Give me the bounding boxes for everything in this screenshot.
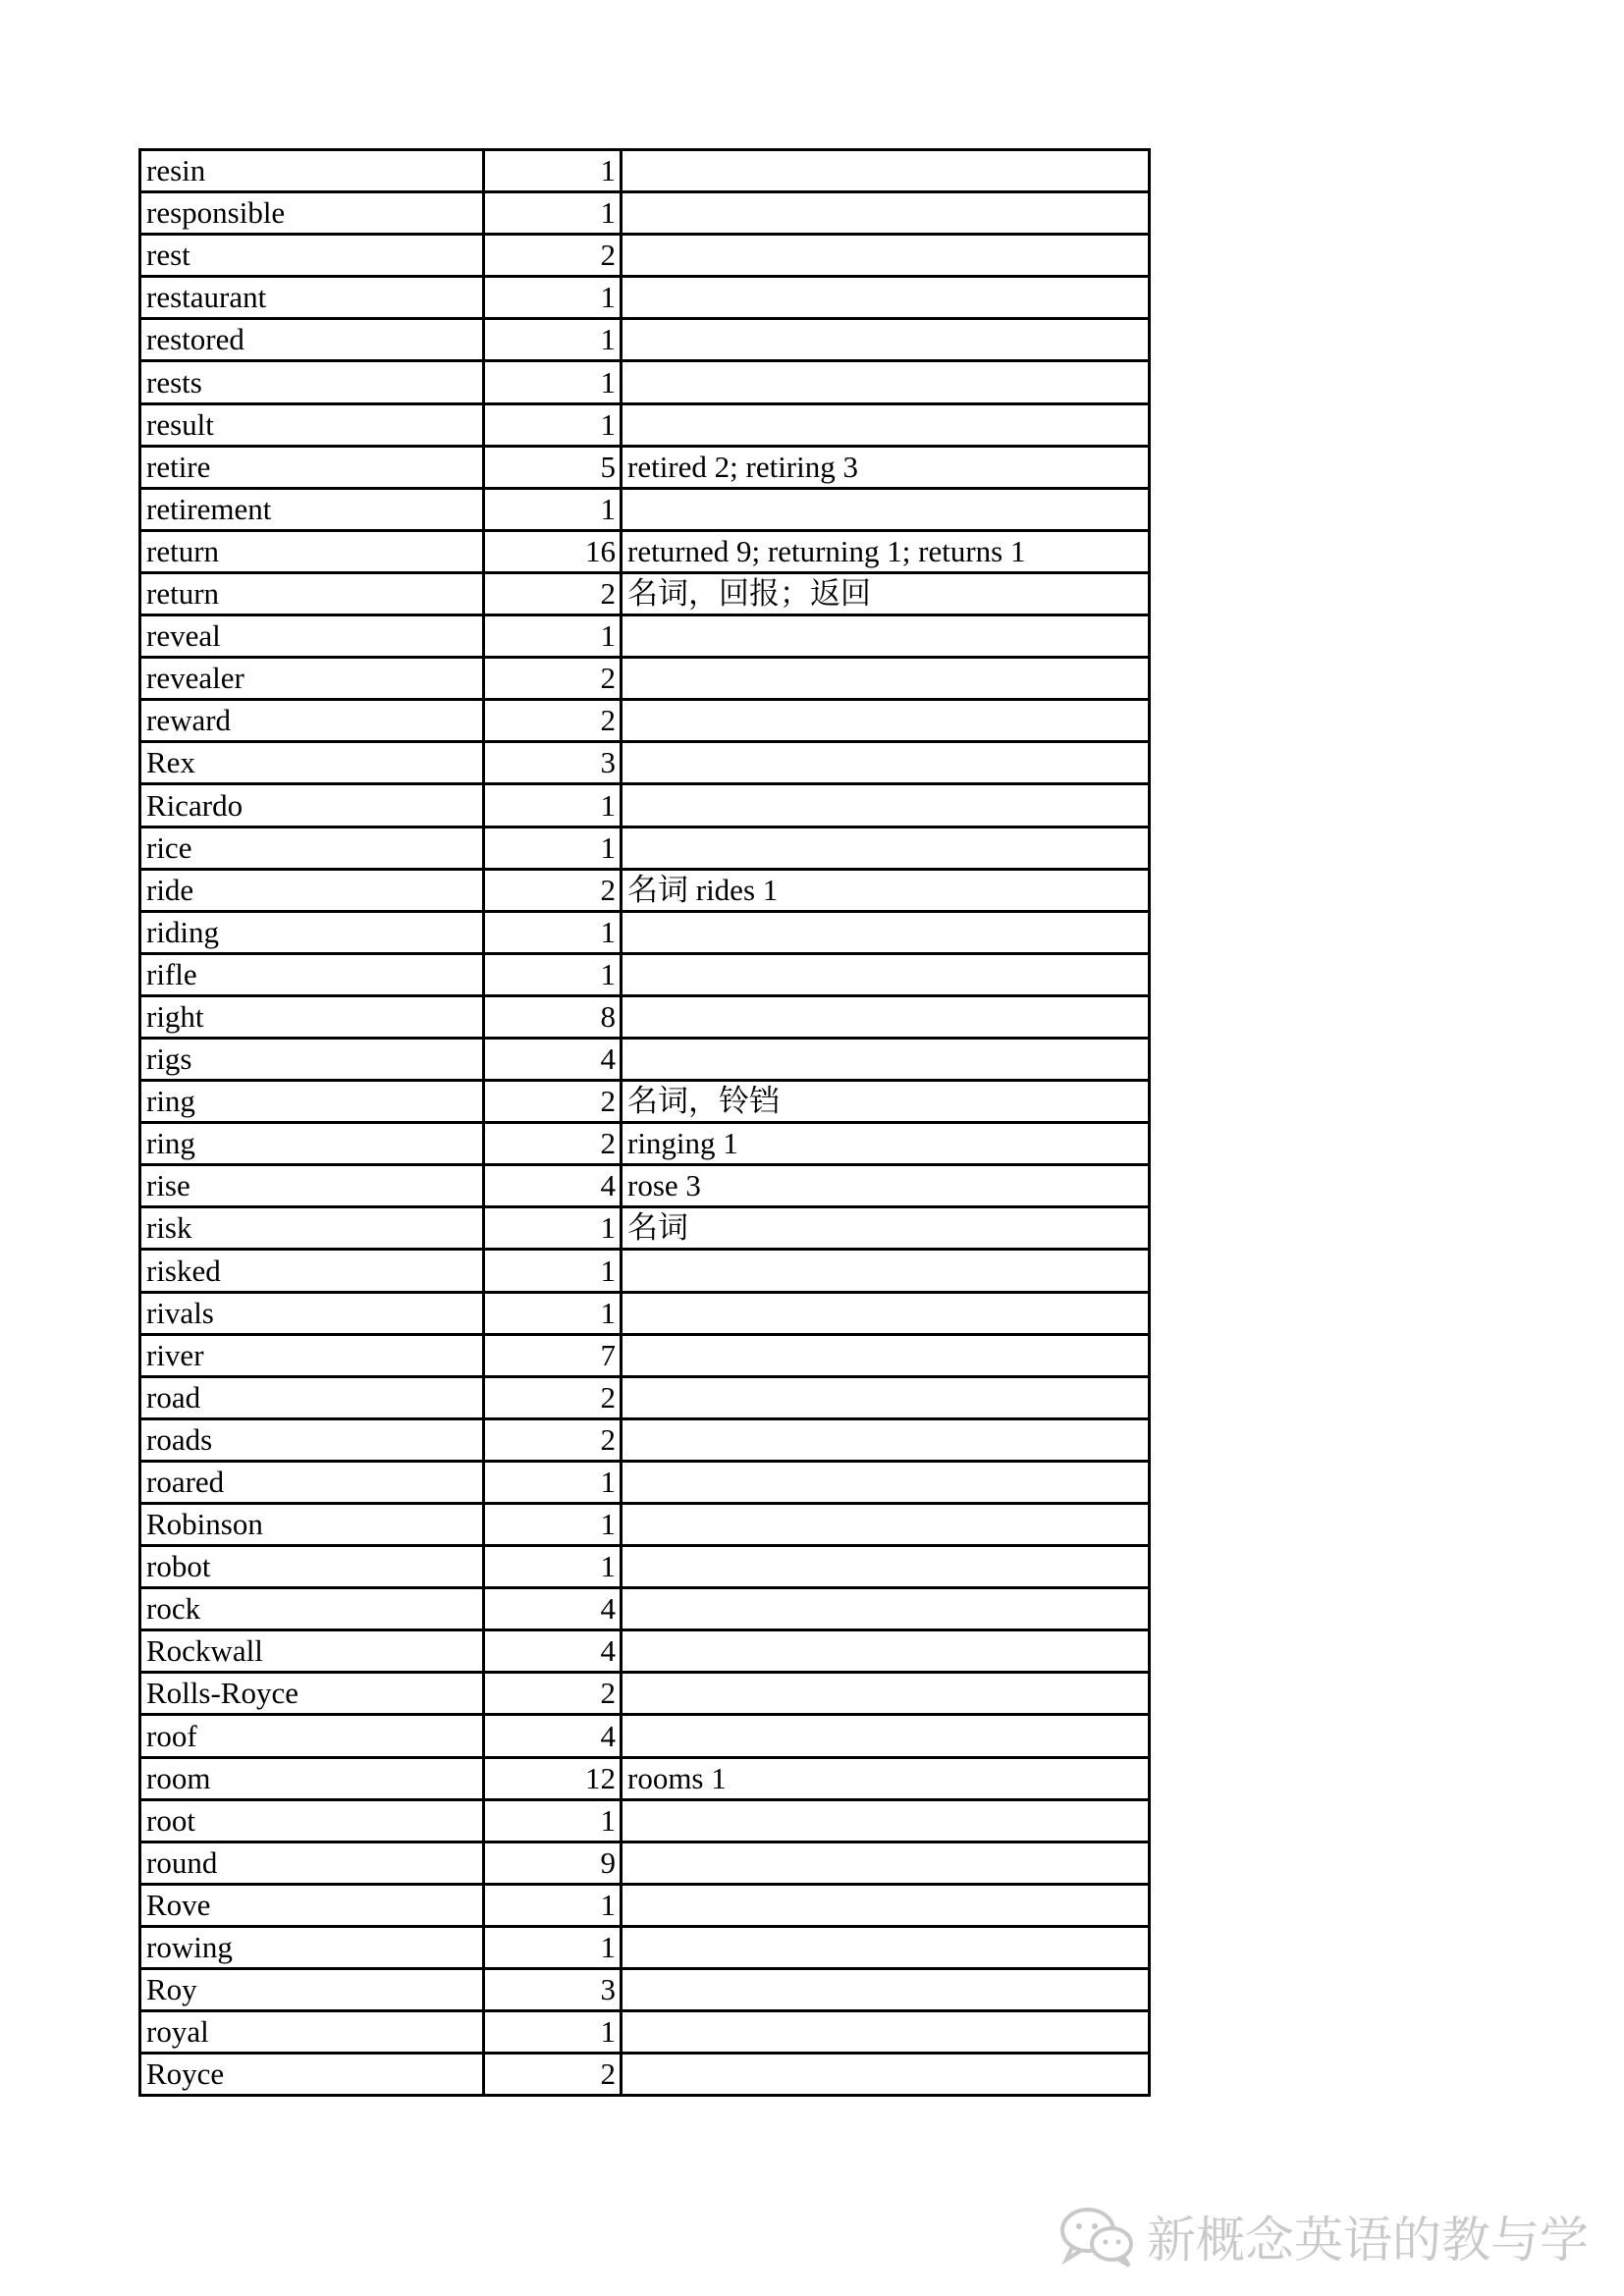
word-cell: return [140,530,484,572]
table-row [140,1630,1150,1673]
word-cell: rest [140,235,484,277]
count-cell: 4 [484,1715,622,1757]
word-cell: Rex [140,742,484,784]
word-cell: rock [140,1588,484,1630]
note-cell [622,1461,1150,1503]
count-cell: 1 [484,1461,622,1503]
note-cell [622,1038,1150,1080]
count-cell: 1 [484,784,622,827]
note-cell: rose 3 [622,1165,1150,1207]
note-cell [622,192,1150,235]
watermark [1058,2197,1589,2275]
word-cell: Rolls-Royce [140,1673,484,1715]
word-cell: Rove [140,1884,484,1926]
table-row [140,2054,1150,2096]
word-cell: rowing [140,1926,484,1968]
count-cell: 1 [484,150,622,192]
table-row [140,192,1150,235]
count-cell: 4 [484,1630,622,1673]
note-cell [622,742,1150,784]
word-cell: roads [140,1418,484,1461]
note-cell: 名词 rides 1 [622,869,1150,911]
count-cell: 1 [484,953,622,995]
count-cell: 5 [484,446,622,488]
table-row [140,1799,1150,1842]
word-cell: round [140,1842,484,1884]
word-cell: restored [140,319,484,361]
table-row [140,1123,1150,1165]
count-cell: 4 [484,1165,622,1207]
count-cell: 1 [484,488,622,530]
table-row [140,2011,1150,2054]
count-cell: 8 [484,995,622,1038]
count-cell: 3 [484,742,622,784]
watermark-text: 新概念英语的教与学 [1147,2212,1589,2269]
table-row [140,615,1150,658]
table-row [140,1884,1150,1926]
word-cell: rigs [140,1038,484,1080]
count-cell: 2 [484,235,622,277]
note-cell: 名词，铃铛 [622,1081,1150,1123]
word-cell: riding [140,911,484,953]
count-cell: 1 [484,1926,622,1968]
count-cell: 1 [484,1799,622,1842]
note-cell [622,2054,1150,2096]
count-cell: 2 [484,700,622,742]
count-cell: 9 [484,1842,622,1884]
note-cell [622,1418,1150,1461]
count-cell: 1 [484,319,622,361]
table-row [140,1757,1150,1799]
note-cell: 名词 [622,1207,1150,1250]
note-cell: retired 2; retiring 3 [622,446,1150,488]
note-cell [622,700,1150,742]
word-cell: ring [140,1123,484,1165]
count-cell: 1 [484,1546,622,1588]
word-cell: robot [140,1546,484,1588]
word-cell: rivals [140,1292,484,1334]
table-row [140,530,1150,572]
word-cell: result [140,403,484,446]
wechat-icon [1058,2205,1135,2268]
table-row [140,1842,1150,1884]
note-cell [622,1969,1150,2011]
word-frequency-table [138,148,1151,2097]
note-cell [622,827,1150,869]
word-cell: rests [140,361,484,403]
word-cell: rise [140,1165,484,1207]
note-cell [622,911,1150,953]
table-row [140,995,1150,1038]
note-cell [622,615,1150,658]
note-cell [622,277,1150,319]
count-cell: 1 [484,615,622,658]
table-row [140,1081,1150,1123]
table-row [140,1376,1150,1418]
table-row [140,1546,1150,1588]
table-row [140,1418,1150,1461]
note-cell [622,1376,1150,1418]
table-row [140,403,1150,446]
count-cell: 1 [484,2011,622,2054]
note-cell [622,1334,1150,1376]
word-cell: right [140,995,484,1038]
count-cell: 1 [484,1504,622,1546]
table-row [140,658,1150,700]
note-cell [622,784,1150,827]
word-cell: Rockwall [140,1630,484,1673]
table-row [140,150,1150,192]
word-cell: reward [140,700,484,742]
table-row [140,1673,1150,1715]
count-cell: 2 [484,1123,622,1165]
note-cell [622,1715,1150,1757]
word-cell: road [140,1376,484,1418]
note-cell: rooms 1 [622,1757,1150,1799]
table-row [140,1334,1150,1376]
note-cell [622,488,1150,530]
count-cell: 2 [484,1673,622,1715]
note-cell [622,1546,1150,1588]
count-cell: 1 [484,192,622,235]
note-cell: 名词，回报；返回 [622,572,1150,614]
table-row [140,1504,1150,1546]
note-cell [622,1884,1150,1926]
note-cell [622,995,1150,1038]
table-row [140,784,1150,827]
table-row [140,488,1150,530]
table-row [140,742,1150,784]
count-cell: 1 [484,403,622,446]
table-row [140,235,1150,277]
table-row [140,1250,1150,1292]
note-cell [622,403,1150,446]
word-cell: retire [140,446,484,488]
note-cell [622,1504,1150,1546]
word-cell: roared [140,1461,484,1503]
word-cell: ride [140,869,484,911]
note-cell [622,953,1150,995]
table-row [140,319,1150,361]
word-cell: risked [140,1250,484,1292]
count-cell: 2 [484,1418,622,1461]
word-cell: roof [140,1715,484,1757]
word-cell: risk [140,1207,484,1250]
table-row [140,1292,1150,1334]
word-cell: room [140,1757,484,1799]
note-cell: returned 9; returning 1; returns 1 [622,530,1150,572]
note-cell [622,2011,1150,2054]
word-cell: Ricardo [140,784,484,827]
table-row [140,1715,1150,1757]
note-cell [622,1926,1150,1968]
table-row [140,1461,1150,1503]
table-row [140,700,1150,742]
table-row [140,361,1150,403]
word-cell: royal [140,2011,484,2054]
note-cell [622,361,1150,403]
count-cell: 4 [484,1038,622,1080]
word-cell: river [140,1334,484,1376]
count-cell: 1 [484,1884,622,1926]
count-cell: 1 [484,1207,622,1250]
table-row [140,446,1150,488]
count-cell: 2 [484,1081,622,1123]
count-cell: 2 [484,1376,622,1418]
table-row [140,1165,1150,1207]
table-row [140,1038,1150,1080]
count-cell: 1 [484,1250,622,1292]
count-cell: 12 [484,1757,622,1799]
note-cell: ringing 1 [622,1123,1150,1165]
note-cell [622,1842,1150,1884]
note-cell [622,319,1150,361]
word-cell: return [140,572,484,614]
note-cell [622,1588,1150,1630]
word-cell: root [140,1799,484,1842]
word-cell: reveal [140,615,484,658]
table-row [140,277,1150,319]
note-cell [622,1673,1150,1715]
table-row [140,1588,1150,1630]
table-row [140,1969,1150,2011]
count-cell: 3 [484,1969,622,2011]
count-cell: 1 [484,911,622,953]
word-cell: Robinson [140,1504,484,1546]
count-cell: 1 [484,277,622,319]
count-cell: 2 [484,658,622,700]
table-row [140,869,1150,911]
table-row [140,953,1150,995]
table-body [140,150,1150,2096]
word-cell: ring [140,1081,484,1123]
count-cell: 1 [484,1292,622,1334]
table-row [140,911,1150,953]
count-cell: 1 [484,361,622,403]
word-cell: rice [140,827,484,869]
word-cell: resin [140,150,484,192]
count-cell: 2 [484,572,622,614]
table-row [140,1207,1150,1250]
word-cell: retirement [140,488,484,530]
word-cell: Royce [140,2054,484,2096]
table-row [140,1926,1150,1968]
count-cell: 1 [484,827,622,869]
word-cell: Roy [140,1969,484,2011]
note-cell [622,1292,1150,1334]
note-cell [622,235,1150,277]
word-cell: rifle [140,953,484,995]
word-cell: responsible [140,192,484,235]
count-cell: 2 [484,869,622,911]
note-cell [622,658,1150,700]
count-cell: 7 [484,1334,622,1376]
note-cell [622,1799,1150,1842]
count-cell: 4 [484,1588,622,1630]
count-cell: 16 [484,530,622,572]
count-cell: 2 [484,2054,622,2096]
note-cell [622,150,1150,192]
table-row [140,572,1150,614]
word-cell: restaurant [140,277,484,319]
note-cell [622,1630,1150,1673]
word-cell: revealer [140,658,484,700]
note-cell [622,1250,1150,1292]
table-row [140,827,1150,869]
